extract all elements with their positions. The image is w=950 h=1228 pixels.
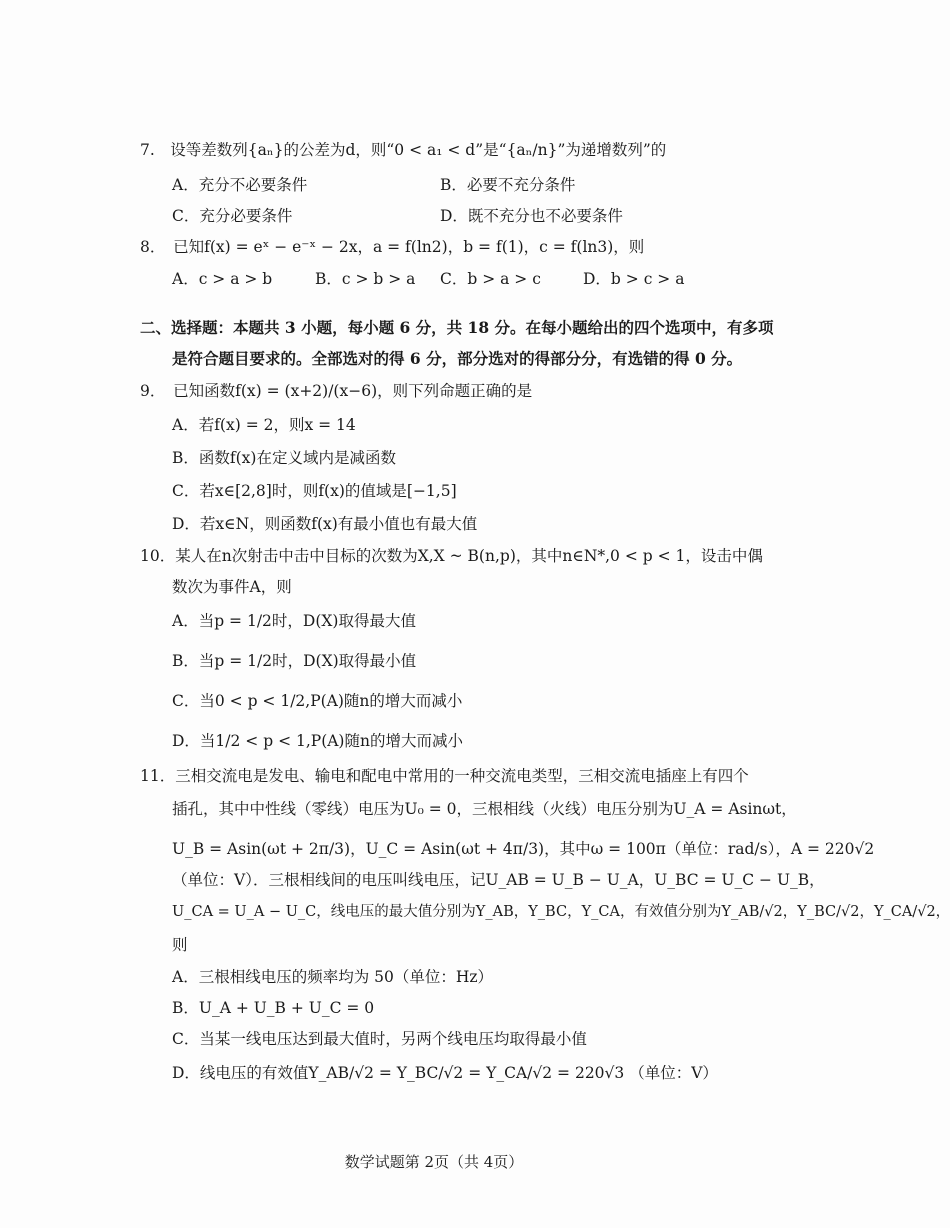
q9-option-b: B．函数f(x)在定义域内是减函数 — [172, 449, 396, 467]
q10-option-d: D．当1/2 < p < 1,P(A)随n的增大而减小 — [172, 732, 463, 750]
q7-option-c: C．充分必要条件 — [172, 207, 293, 225]
q9-option-d: D．若x∈N，则函数f(x)有最小值也有最大值 — [172, 515, 478, 533]
q11-stem-line1: 11．三相交流电是发电、输电和配电中常用的一种交流电类型，三相交流电插座上有四个 — [140, 767, 749, 785]
q11-option-b: B．U_A + U_B + U_C = 0 — [172, 999, 375, 1017]
q11-stem-line4: （单位：V）．三根相线间的电压叫线电压，记U_AB = U_B − U_A，U_BC = U_C − U_B， — [172, 871, 825, 889]
section2-heading-line1: 二、选择题：本题共 3 小题，每小题 6 分，共 18 分。在每小题给出的四个选项中，有多项 — [140, 318, 774, 337]
q7-option-b: B．必要不充分条件 — [440, 176, 576, 194]
q10-stem-line1: 10．某人在n次射击中击中目标的次数为X,X ~ B(n,p)，其中n∈N*,0 < p < 1，设击中偶 — [140, 547, 763, 565]
q9-stem: 9． 已知函数f(x) = (x+2)/(x−6)，则下列命题正确的是 — [140, 382, 533, 400]
q10-option-c: C．当0 < p < 1/2,P(A)随n的增大而减小 — [172, 692, 463, 710]
page-footer: 数学试题第 2页（共 4页） — [344, 1153, 524, 1171]
q8-option-d: D．b > c > a — [583, 270, 685, 288]
q11-option-c: C．当某一线电压达到最大值时，另两个线电压均取得最小值 — [172, 1030, 587, 1048]
q11-stem-line5: U_CA = U_A − U_C，线电压的最大值分别为Y_AB，Y_BC，Y_CA，有效值分别为Y_AB/√2，Y_BC/√2，Y_CA/√2， — [172, 904, 950, 920]
q8-option-b: B．c > b > a — [315, 270, 416, 288]
q8-option-a: A．c > a > b — [172, 270, 273, 288]
q7-option-d: D．既不充分也不必要条件 — [440, 207, 623, 225]
q11-option-d: D．线电压的有效值Y_AB/√2 = Y_BC/√2 = Y_CA/√2 = 220√3 （单位：V） — [172, 1064, 718, 1082]
q8-option-c: C．b > a > c — [440, 270, 541, 288]
q10-stem-line2: 数次为事件A，则 — [172, 578, 292, 596]
q7-stem: 7. 设等差数列{aₙ}的公差为d，则“0 < a₁ < d”是“{aₙ/n}”为递增数列”的 — [140, 141, 667, 159]
section2-heading-line2: 是符合题目要求的。全部选对的得 6 分，部分选对的得部分分，有选错的得 0 分。 — [172, 349, 743, 368]
q10-option-a: A．当p = 1/2时，D(X)取得最大值 — [172, 612, 416, 630]
q9-option-c: C．若x∈[2,8]时，则f(x)的值域是[−1,5] — [172, 482, 457, 500]
q8-stem: 8． 已知f(x) = eˣ − e⁻ˣ − 2x，a = f(ln2)，b = f(1)，c = f(ln3)，则 — [140, 238, 645, 256]
q11-stem-line3: U_B = Asin(ωt + 2π/3)，U_C = Asin(ωt + 4π/3)，其中ω = 100π（单位：rad/s），A = 220√2 — [172, 840, 875, 858]
q11-option-a: A．三根相线电压的频率均为 50（单位：Hz） — [172, 968, 494, 986]
q10-option-b: B．当p = 1/2时，D(X)取得最小值 — [172, 652, 417, 670]
q11-stem-line2: 插孔，其中中性线（零线）电压为U₀ = 0，三根相线（火线）电压分别为U_A = Asinωt， — [172, 800, 797, 818]
q7-option-a: A．充分不必要条件 — [172, 176, 308, 194]
q11-stem-line6: 则 — [172, 936, 188, 954]
q9-option-a: A．若f(x) = 2，则x = 14 — [172, 416, 356, 434]
